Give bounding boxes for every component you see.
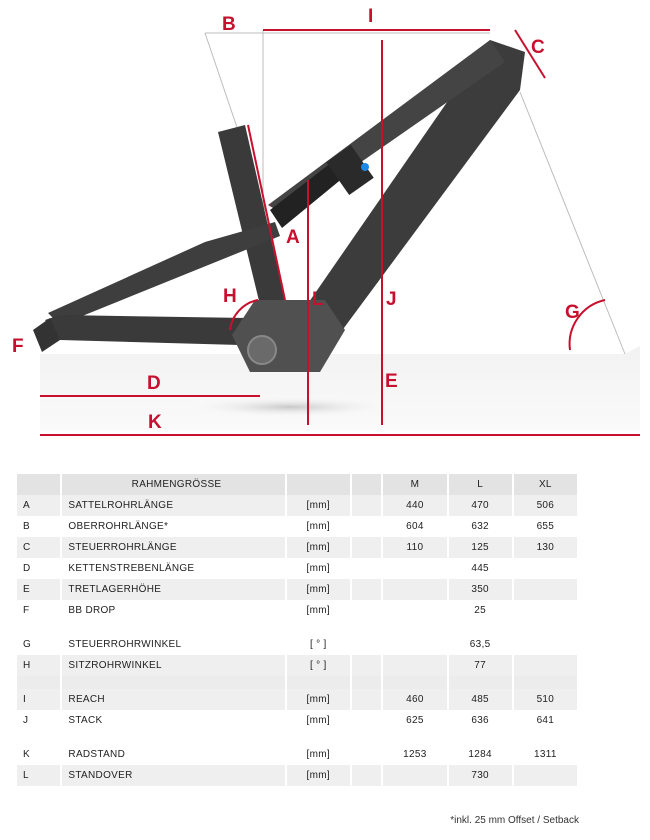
row-code: G — [23, 639, 32, 650]
row-value-m: 460 — [383, 689, 446, 710]
row-name: STANDOVER — [62, 765, 284, 786]
row-value-m — [383, 579, 446, 600]
table-row — [17, 600, 577, 621]
row-unit: [ ° ] — [287, 655, 350, 676]
spacer-cell — [352, 621, 381, 634]
row-value-l: 125 — [449, 537, 512, 558]
row-unit: [mm] — [287, 765, 350, 786]
row-name: KETTENSTREBENLÄNGE — [68, 563, 195, 574]
row-value-m: 604 — [406, 521, 424, 532]
row-gap — [352, 744, 381, 765]
label-l: L — [312, 289, 324, 310]
label-j: J — [386, 289, 397, 310]
spacer-cell — [449, 621, 512, 634]
row-gap — [352, 516, 381, 537]
row-value-l: 485 — [449, 689, 512, 710]
spacer-cell — [514, 676, 577, 689]
row-code: B — [23, 521, 30, 532]
row-value-xl — [514, 655, 577, 676]
row-gap — [352, 558, 381, 579]
header-size-label: RAHMENGRÖSSE — [62, 474, 284, 495]
row-code: H — [17, 655, 60, 676]
label-k: K — [148, 412, 162, 433]
row-code: C — [17, 537, 60, 558]
row-value-l: 77 — [449, 655, 512, 676]
spacer-cell — [514, 621, 577, 634]
row-name: REACH — [62, 689, 284, 710]
chainring — [248, 336, 276, 364]
row-value-l: 470 — [449, 495, 512, 516]
row-value-m — [383, 765, 446, 786]
row-value-xl — [514, 558, 577, 579]
ground-plane — [40, 346, 640, 430]
table-row — [17, 558, 577, 579]
label-d: D — [147, 373, 161, 394]
spacer-cell — [17, 676, 60, 689]
bike-frame — [33, 40, 525, 372]
spacer-cell — [449, 731, 512, 744]
frame-shadow — [180, 396, 400, 418]
label-g: G — [565, 302, 580, 323]
row-code: I — [17, 689, 60, 710]
row-unit: [mm] — [306, 605, 330, 616]
row-unit: [mm] — [306, 521, 330, 532]
table-spacer-row — [17, 731, 577, 744]
row-value-m: 110 — [383, 537, 446, 558]
row-gap — [352, 634, 381, 655]
row-unit: [mm] — [287, 689, 350, 710]
header-size-l: L — [449, 474, 512, 495]
table-row — [17, 744, 577, 765]
row-value-m — [383, 600, 446, 621]
row-value-l: 632 — [471, 521, 489, 532]
label-f: F — [12, 336, 24, 357]
spacer-cell — [62, 676, 284, 689]
row-name: STEUERROHRLÄNGE — [62, 537, 284, 558]
table-row — [17, 710, 577, 731]
table-row — [17, 634, 577, 655]
spacer-cell — [287, 621, 350, 634]
row-value-xl: 655 — [536, 521, 555, 532]
row-gap — [352, 495, 381, 516]
spacer-cell — [383, 621, 446, 634]
row-value-l: 1284 — [468, 749, 492, 760]
row-code: J — [23, 715, 29, 726]
header-code — [17, 474, 60, 495]
spacer-cell — [287, 731, 350, 744]
row-value-xl: 1311 — [534, 749, 557, 760]
row-unit: [mm] — [287, 579, 350, 600]
table-row — [17, 655, 577, 676]
header-size-xl: XL — [514, 474, 577, 495]
row-name: RADSTAND — [68, 749, 126, 760]
label-h: H — [223, 286, 237, 307]
row-name: STACK — [68, 715, 103, 726]
row-code: A — [17, 495, 60, 516]
row-value-xl: 641 — [536, 715, 555, 726]
row-value-l: 350 — [449, 579, 512, 600]
table-spacer-row — [17, 676, 577, 689]
row-name: SATTELROHRLÄNGE — [62, 495, 284, 516]
shock-knob — [361, 163, 369, 171]
row-value-m — [383, 655, 446, 676]
table-spacer-row — [17, 621, 577, 634]
row-code: L — [17, 765, 60, 786]
label-c: C — [531, 37, 545, 58]
spacer-cell — [17, 621, 60, 634]
row-gap — [352, 600, 381, 621]
row-code: F — [23, 605, 30, 616]
row-value-l: 730 — [449, 765, 512, 786]
spacer-cell — [383, 676, 446, 689]
row-value-m: 625 — [406, 715, 424, 726]
row-value-l: 63,5 — [469, 639, 491, 650]
row-name: STEUERROHRWINKEL — [68, 639, 182, 650]
spacer-cell — [352, 676, 381, 689]
row-value-l: 636 — [471, 715, 489, 726]
spacer-cell — [514, 731, 577, 744]
row-name: TRETLAGERHÖHE — [62, 579, 284, 600]
row-gap — [352, 765, 381, 786]
spacer-cell — [287, 676, 350, 689]
table-row — [17, 516, 577, 537]
spacer-cell — [62, 621, 284, 634]
header-size-m: M — [383, 474, 446, 495]
table-row — [17, 495, 577, 516]
row-value-l: 25 — [474, 605, 486, 616]
spacer-cell — [62, 731, 284, 744]
seat-stay — [48, 222, 280, 325]
row-code: E — [17, 579, 60, 600]
row-unit: [mm] — [287, 495, 350, 516]
table-row — [17, 689, 577, 710]
header-unit — [287, 474, 350, 495]
row-gap — [352, 655, 381, 676]
table-header-row — [17, 474, 577, 495]
spacer-cell — [449, 676, 512, 689]
spacer-cell — [383, 731, 446, 744]
row-value-m — [383, 634, 446, 655]
row-value-m: 440 — [383, 495, 446, 516]
row-value-m — [383, 558, 446, 579]
row-unit: [mm] — [306, 563, 330, 574]
label-b: B — [222, 14, 236, 35]
row-code: D — [23, 563, 31, 574]
row-gap — [352, 710, 381, 731]
row-value-m: 1253 — [403, 749, 427, 760]
spacer-cell — [17, 731, 60, 744]
label-i: I — [368, 6, 374, 27]
row-value-xl — [514, 600, 577, 621]
row-value-xl — [514, 765, 577, 786]
footnote: *inkl. 25 mm Offset / Setback — [450, 815, 579, 826]
row-value-xl: 510 — [514, 689, 577, 710]
row-unit: [mm] — [306, 749, 330, 760]
spacer-cell — [352, 731, 381, 744]
row-code: K — [23, 749, 30, 760]
row-unit: [mm] — [306, 715, 330, 726]
table-row — [17, 765, 577, 786]
geometry-table — [15, 474, 579, 786]
down-tube — [300, 40, 525, 340]
row-value-l: 445 — [471, 563, 489, 574]
row-value-xl — [514, 579, 577, 600]
header-gap — [352, 474, 381, 495]
chain-stay — [45, 315, 248, 345]
table-row — [17, 579, 577, 600]
row-value-xl: 130 — [514, 537, 577, 558]
table-row — [17, 537, 577, 558]
row-name: OBERROHRLÄNGE* — [68, 521, 169, 532]
row-value-xl — [514, 634, 577, 655]
row-value-xl: 506 — [514, 495, 577, 516]
row-name: SITZROHRWINKEL — [62, 655, 284, 676]
label-e: E — [385, 371, 398, 392]
row-name: BB DROP — [68, 605, 116, 616]
row-unit: [mm] — [287, 537, 350, 558]
row-gap — [352, 537, 381, 558]
row-gap — [352, 579, 381, 600]
row-unit: [ ° ] — [309, 639, 327, 650]
row-gap — [352, 689, 381, 710]
label-a: A — [286, 227, 300, 248]
